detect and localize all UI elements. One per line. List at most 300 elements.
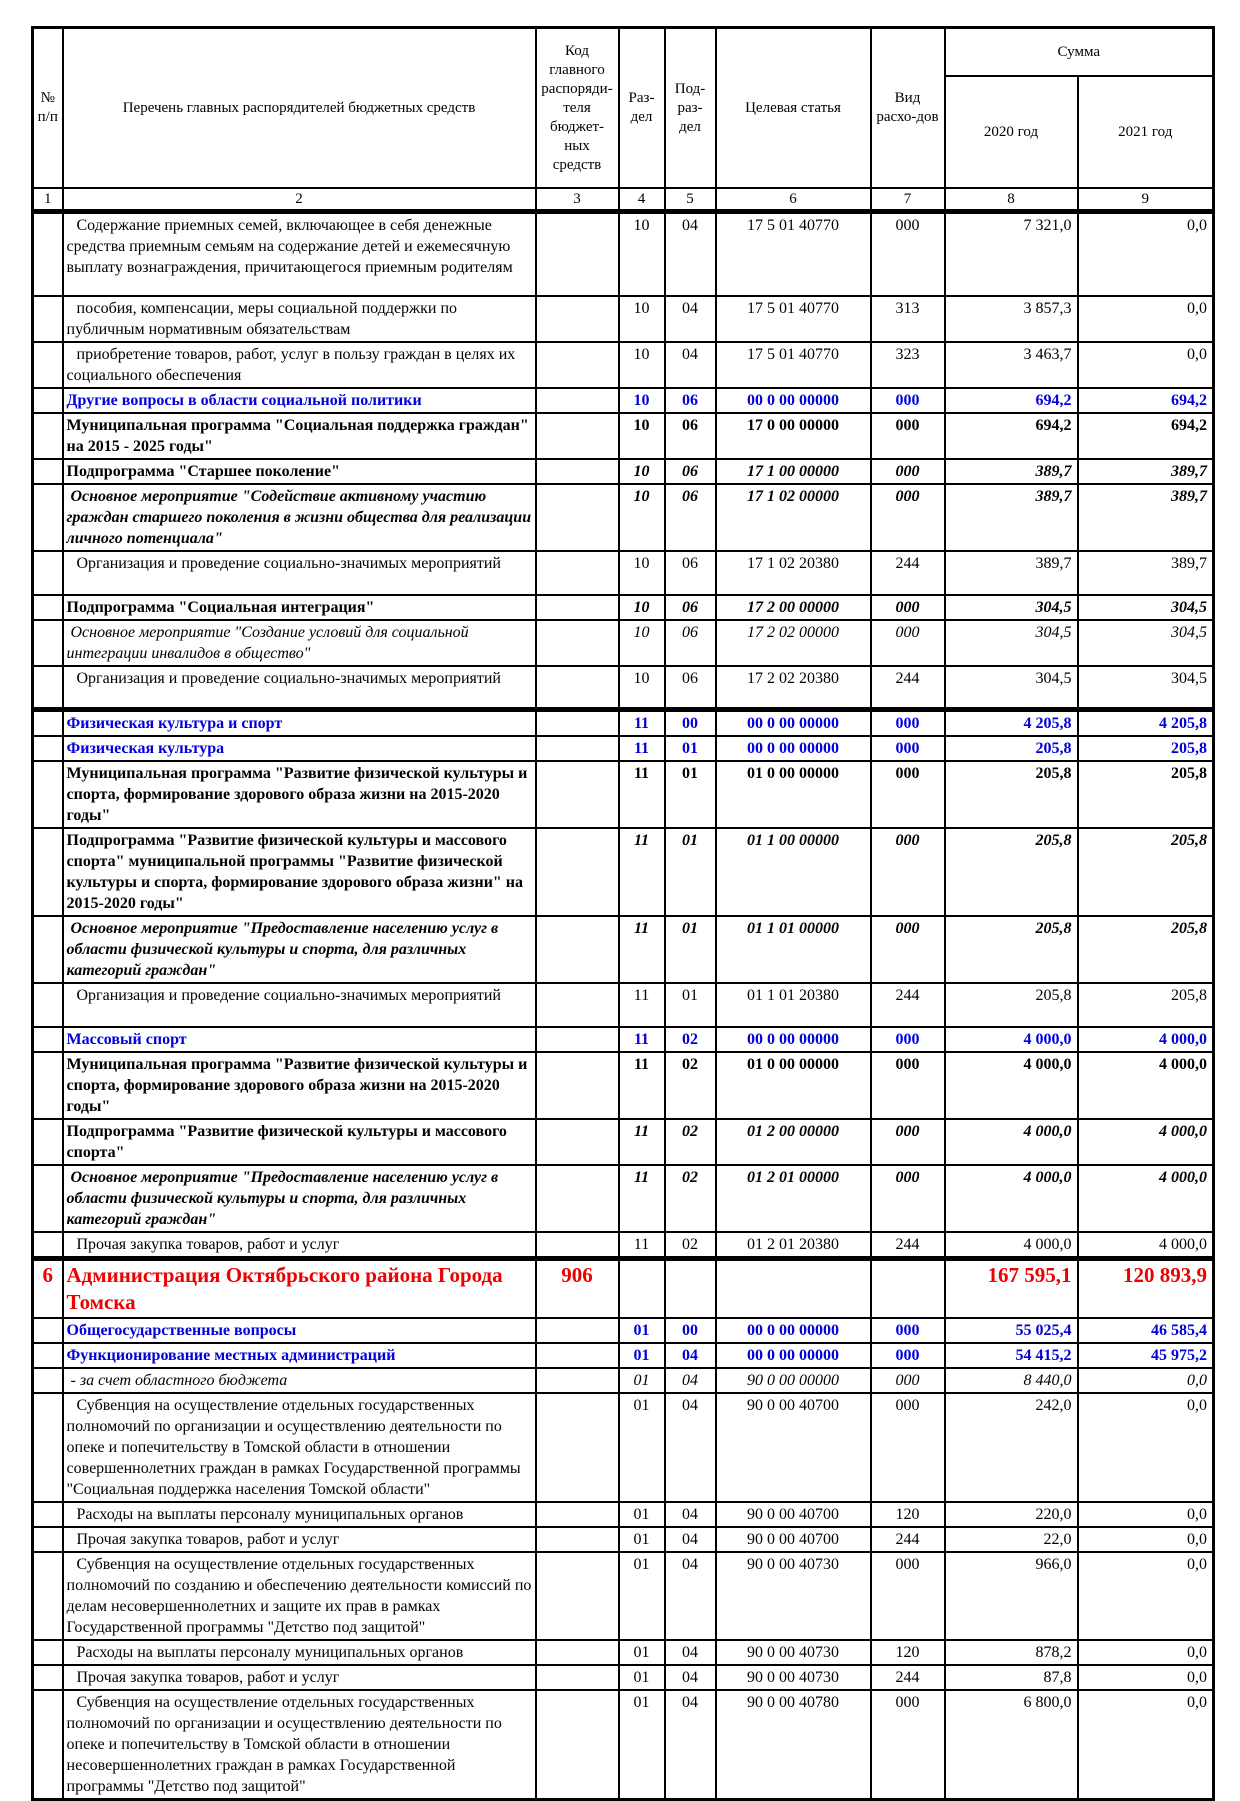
header-target: Целевая статья xyxy=(716,28,871,189)
cell-target-article: 01 2 00 00000 xyxy=(716,1119,871,1165)
cell-vid-rashodov: 000 xyxy=(871,1119,945,1165)
cell-target-article: 90 0 00 40730 xyxy=(716,1640,871,1665)
table-row xyxy=(33,1368,1214,1393)
cell-vid-rashodov xyxy=(871,1259,945,1319)
table-row xyxy=(33,1552,1214,1640)
table-row xyxy=(33,1232,1214,1259)
cell-name: Муниципальная программа "Развитие физической культуры и спорта, формирование здорового образа жизни на 2015-2020 годы" xyxy=(63,761,536,828)
header-year-2020: 2020 год xyxy=(945,76,1078,188)
cell-sum-2020: 4 000,0 xyxy=(945,1165,1078,1232)
column-number-6: 6 xyxy=(716,188,871,212)
cell-row-number xyxy=(33,1165,63,1232)
cell-podrazdel: 02 xyxy=(665,1027,716,1052)
cell-podrazdel: 04 xyxy=(665,1690,716,1800)
cell-sum-2020: 87,8 xyxy=(945,1665,1078,1690)
cell-name: Организация и проведение социально-значимых мероприятий xyxy=(63,983,536,1027)
cell-row-number xyxy=(33,388,63,413)
cell-name: Муниципальная программа "Социальная поддержка граждан" на 2015 - 2025 годы" xyxy=(63,413,536,459)
cell-row-number xyxy=(33,1665,63,1690)
cell-sum-2020: 389,7 xyxy=(945,484,1078,551)
cell-vid-rashodov: 000 xyxy=(871,1552,945,1640)
cell-vid-rashodov: 000 xyxy=(871,1690,945,1800)
cell-vid-rashodov: 000 xyxy=(871,916,945,983)
cell-code xyxy=(536,296,619,342)
header-name: Перечень главных распорядителей бюджетных средств xyxy=(63,28,536,189)
cell-target-article: 17 1 02 00000 xyxy=(716,484,871,551)
cell-razdel: 10 xyxy=(619,296,665,342)
cell-vid-rashodov: 000 xyxy=(871,1318,945,1343)
cell-name: Основное мероприятие "Предоставление населению услуг в области физической культуры и спорта, для различных категорий граждан" xyxy=(63,1165,536,1232)
column-number-3: 3 xyxy=(536,188,619,212)
cell-code xyxy=(536,1552,619,1640)
cell-podrazdel: 04 xyxy=(665,1368,716,1393)
table-row xyxy=(33,710,1214,737)
cell-sum-2020: 205,8 xyxy=(945,761,1078,828)
cell-target-article: 00 0 00 00000 xyxy=(716,710,871,737)
table-row xyxy=(33,1027,1214,1052)
cell-target-article: 90 0 00 40730 xyxy=(716,1665,871,1690)
cell-row-number xyxy=(33,666,63,710)
cell-vid-rashodov: 000 xyxy=(871,1368,945,1393)
cell-vid-rashodov: 000 xyxy=(871,1393,945,1502)
cell-podrazdel: 01 xyxy=(665,828,716,916)
cell-code xyxy=(536,1318,619,1343)
cell-vid-rashodov: 120 xyxy=(871,1502,945,1527)
cell-target-article: 01 2 01 20380 xyxy=(716,1232,871,1259)
cell-sum-2021: 389,7 xyxy=(1078,484,1214,551)
cell-target-article: 17 1 02 20380 xyxy=(716,551,871,595)
cell-sum-2021: 0,0 xyxy=(1078,1552,1214,1640)
cell-razdel: 11 xyxy=(619,761,665,828)
table-row xyxy=(33,388,1214,413)
cell-target-article: 17 2 02 00000 xyxy=(716,620,871,666)
cell-razdel: 10 xyxy=(619,342,665,388)
cell-row-number xyxy=(33,1318,63,1343)
cell-vid-rashodov: 244 xyxy=(871,551,945,595)
table-row xyxy=(33,1318,1214,1343)
cell-row-number xyxy=(33,710,63,737)
table-row xyxy=(33,1119,1214,1165)
cell-row-number xyxy=(33,1343,63,1368)
cell-target-article: 01 1 00 00000 xyxy=(716,828,871,916)
cell-name: приобретение товаров, работ, услуг в пользу граждан в целях их социального обеспечения xyxy=(63,342,536,388)
table-row xyxy=(33,459,1214,484)
cell-podrazdel: 00 xyxy=(665,710,716,737)
cell-sum-2020: 205,8 xyxy=(945,983,1078,1027)
cell-razdel: 11 xyxy=(619,983,665,1027)
table-row xyxy=(33,1343,1214,1368)
cell-sum-2021: 205,8 xyxy=(1078,736,1214,761)
cell-sum-2021: 205,8 xyxy=(1078,761,1214,828)
cell-sum-2021: 4 000,0 xyxy=(1078,1027,1214,1052)
table-row xyxy=(33,342,1214,388)
table-row xyxy=(33,1259,1214,1319)
cell-target-article: 90 0 00 40730 xyxy=(716,1552,871,1640)
cell-code: 906 xyxy=(536,1259,619,1319)
cell-name: Прочая закупка товаров, работ и услуг xyxy=(63,1665,536,1690)
cell-target-article: 90 0 00 00000 xyxy=(716,1368,871,1393)
cell-row-number xyxy=(33,983,63,1027)
cell-sum-2021: 4 205,8 xyxy=(1078,710,1214,737)
cell-sum-2021: 4 000,0 xyxy=(1078,1232,1214,1259)
cell-razdel: 10 xyxy=(619,413,665,459)
cell-name: Подпрограмма "Развитие физической культуры и массового спорта" муниципальной программы "Развитие физической культуры и спорта, формирование здорового образа жизни" на 2015-2020 годы" xyxy=(63,828,536,916)
table-row xyxy=(33,1527,1214,1552)
cell-code xyxy=(536,761,619,828)
cell-podrazdel: 01 xyxy=(665,916,716,983)
cell-target-article: 17 2 02 20380 xyxy=(716,666,871,710)
table-row xyxy=(33,296,1214,342)
cell-vid-rashodov: 000 xyxy=(871,1343,945,1368)
cell-vid-rashodov: 313 xyxy=(871,296,945,342)
budget-table xyxy=(31,26,1215,1801)
cell-vid-rashodov: 000 xyxy=(871,1165,945,1232)
cell-sum-2020: 167 595,1 xyxy=(945,1259,1078,1319)
cell-sum-2021: 304,5 xyxy=(1078,620,1214,666)
header-year-2021: 2021 год xyxy=(1078,76,1214,188)
cell-sum-2020: 6 800,0 xyxy=(945,1690,1078,1800)
cell-razdel: 11 xyxy=(619,828,665,916)
cell-podrazdel: 06 xyxy=(665,620,716,666)
cell-razdel: 11 xyxy=(619,1052,665,1119)
cell-name: Прочая закупка товаров, работ и услуг xyxy=(63,1232,536,1259)
cell-target-article: 01 2 01 00000 xyxy=(716,1165,871,1232)
cell-name: - за счет областного бюджета xyxy=(63,1368,536,1393)
cell-row-number xyxy=(33,413,63,459)
cell-name: Субвенция на осуществление отдельных государственных полномочий по организации и осуществлению деятельности по опеке и попечительству в Томской области в отношении несовершеннолетних граждан в рамках Государственной программы "Детство под защитой" xyxy=(63,1690,536,1800)
cell-podrazdel: 04 xyxy=(665,1527,716,1552)
cell-sum-2021: 0,0 xyxy=(1078,1527,1214,1552)
cell-sum-2021: 205,8 xyxy=(1078,983,1214,1027)
cell-target-article: 00 0 00 00000 xyxy=(716,388,871,413)
header-code: Код главного распоряди-теля бюджет-ных средств xyxy=(536,28,619,189)
cell-sum-2020: 220,0 xyxy=(945,1502,1078,1527)
cell-sum-2021: 0,0 xyxy=(1078,1640,1214,1665)
table-row xyxy=(33,761,1214,828)
cell-razdel: 11 xyxy=(619,736,665,761)
cell-razdel: 11 xyxy=(619,1165,665,1232)
cell-sum-2021: 46 585,4 xyxy=(1078,1318,1214,1343)
cell-target-article: 01 0 00 00000 xyxy=(716,1052,871,1119)
cell-name: Основное мероприятие "Предоставление населению услуг в области физической культуры и спорта, для различных категорий граждан" xyxy=(63,916,536,983)
cell-razdel: 10 xyxy=(619,484,665,551)
cell-sum-2021: 4 000,0 xyxy=(1078,1119,1214,1165)
cell-target-article: 90 0 00 40780 xyxy=(716,1690,871,1800)
cell-sum-2020: 4 000,0 xyxy=(945,1232,1078,1259)
cell-sum-2021: 0,0 xyxy=(1078,1690,1214,1800)
cell-code xyxy=(536,1690,619,1800)
cell-target-article xyxy=(716,1259,871,1319)
cell-target-article: 90 0 00 40700 xyxy=(716,1502,871,1527)
cell-razdel: 01 xyxy=(619,1502,665,1527)
cell-podrazdel: 06 xyxy=(665,413,716,459)
cell-row-number xyxy=(33,459,63,484)
cell-row-number xyxy=(33,620,63,666)
cell-code xyxy=(536,342,619,388)
column-number-2: 2 xyxy=(63,188,536,212)
cell-razdel: 01 xyxy=(619,1690,665,1800)
cell-razdel: 10 xyxy=(619,666,665,710)
cell-name: Прочая закупка товаров, работ и услуг xyxy=(63,1527,536,1552)
cell-code xyxy=(536,1119,619,1165)
table-row xyxy=(33,1665,1214,1690)
cell-row-number xyxy=(33,1502,63,1527)
cell-target-article: 01 1 01 20380 xyxy=(716,983,871,1027)
cell-row-number xyxy=(33,761,63,828)
cell-row-number xyxy=(33,1552,63,1640)
cell-code xyxy=(536,1502,619,1527)
cell-name: Содержание приемных семей, включающее в себя денежные средства приемным семьям на содержание детей и ежемесячную выплату вознаграждения, причитающегося приемным родителям xyxy=(63,212,536,296)
cell-name: Основное мероприятие "Создание условий для социальной интеграции инвалидов в общество" xyxy=(63,620,536,666)
cell-name: Подпрограмма "Социальная интеграция" xyxy=(63,595,536,620)
cell-row-number xyxy=(33,1232,63,1259)
table-row xyxy=(33,551,1214,595)
cell-razdel: 10 xyxy=(619,620,665,666)
table-row xyxy=(33,828,1214,916)
cell-razdel: 11 xyxy=(619,710,665,737)
cell-podrazdel: 04 xyxy=(665,342,716,388)
cell-name: Муниципальная программа "Развитие физической культуры и спорта, формирование здорового образа жизни на 2015-2020 годы" xyxy=(63,1052,536,1119)
cell-sum-2020: 694,2 xyxy=(945,413,1078,459)
cell-razdel: 10 xyxy=(619,388,665,413)
cell-code xyxy=(536,736,619,761)
cell-code xyxy=(536,983,619,1027)
cell-code xyxy=(536,484,619,551)
cell-row-number xyxy=(33,212,63,296)
cell-podrazdel: 04 xyxy=(665,212,716,296)
cell-row-number xyxy=(33,736,63,761)
cell-sum-2021: 694,2 xyxy=(1078,388,1214,413)
cell-target-article: 90 0 00 40700 xyxy=(716,1393,871,1502)
table-row xyxy=(33,595,1214,620)
cell-razdel: 10 xyxy=(619,212,665,296)
cell-podrazdel xyxy=(665,1259,716,1319)
cell-code xyxy=(536,459,619,484)
cell-sum-2021: 0,0 xyxy=(1078,1393,1214,1502)
cell-name: Организация и проведение социально-значимых мероприятий xyxy=(63,666,536,710)
cell-sum-2020: 242,0 xyxy=(945,1393,1078,1502)
cell-name: Субвенция на осуществление отдельных государственных полномочий по созданию и обеспечению деятельности комиссий по делам несовершеннолетних и защите их прав в рамках Государственной программы "Детство под защитой" xyxy=(63,1552,536,1640)
cell-sum-2020: 304,5 xyxy=(945,620,1078,666)
cell-sum-2021: 4 000,0 xyxy=(1078,1052,1214,1119)
table-row xyxy=(33,484,1214,551)
cell-name: Физическая культура и спорт xyxy=(63,710,536,737)
table-header xyxy=(33,28,1214,212)
cell-row-number xyxy=(33,1119,63,1165)
cell-target-article: 90 0 00 40700 xyxy=(716,1527,871,1552)
cell-code xyxy=(536,1343,619,1368)
cell-target-article: 01 1 01 00000 xyxy=(716,916,871,983)
header-vid: Вид расхо-дов xyxy=(871,28,945,189)
cell-podrazdel: 02 xyxy=(665,1165,716,1232)
cell-sum-2021: 389,7 xyxy=(1078,551,1214,595)
cell-sum-2021: 45 975,2 xyxy=(1078,1343,1214,1368)
cell-target-article: 17 1 00 00000 xyxy=(716,459,871,484)
cell-vid-rashodov: 000 xyxy=(871,459,945,484)
cell-sum-2021: 0,0 xyxy=(1078,342,1214,388)
cell-sum-2020: 3 857,3 xyxy=(945,296,1078,342)
cell-target-article: 01 0 00 00000 xyxy=(716,761,871,828)
cell-podrazdel: 06 xyxy=(665,595,716,620)
cell-code xyxy=(536,413,619,459)
cell-podrazdel: 04 xyxy=(665,1640,716,1665)
cell-target-article: 00 0 00 00000 xyxy=(716,736,871,761)
cell-vid-rashodov: 000 xyxy=(871,761,945,828)
cell-podrazdel: 06 xyxy=(665,459,716,484)
cell-row-number xyxy=(33,342,63,388)
table-row xyxy=(33,1393,1214,1502)
cell-podrazdel: 01 xyxy=(665,761,716,828)
cell-row-number xyxy=(33,1690,63,1800)
cell-name: Субвенция на осуществление отдельных государственных полномочий по организации и осуществлению деятельности по опеке и попечительству в Томской области в отношении совершеннолетних граждан в рамках Государственной программы "Социальная поддержка населения Томской области" xyxy=(63,1393,536,1502)
cell-target-article: 17 5 01 40770 xyxy=(716,212,871,296)
cell-razdel: 01 xyxy=(619,1343,665,1368)
cell-razdel: 01 xyxy=(619,1665,665,1690)
cell-vid-rashodov: 000 xyxy=(871,388,945,413)
cell-name: Расходы на выплаты персоналу муниципальных органов xyxy=(63,1640,536,1665)
column-number-9: 9 xyxy=(1078,188,1214,212)
cell-target-article: 00 0 00 00000 xyxy=(716,1027,871,1052)
cell-razdel xyxy=(619,1259,665,1319)
cell-sum-2021: 304,5 xyxy=(1078,595,1214,620)
table-row xyxy=(33,736,1214,761)
cell-code xyxy=(536,1368,619,1393)
cell-name: Функционирование местных администраций xyxy=(63,1343,536,1368)
cell-sum-2021: 120 893,9 xyxy=(1078,1259,1214,1319)
cell-code xyxy=(536,1027,619,1052)
cell-name: Другие вопросы в области социальной политики xyxy=(63,388,536,413)
cell-sum-2020: 4 000,0 xyxy=(945,1027,1078,1052)
cell-row-number xyxy=(33,595,63,620)
cell-sum-2020: 205,8 xyxy=(945,916,1078,983)
cell-vid-rashodov: 000 xyxy=(871,710,945,737)
cell-sum-2020: 304,5 xyxy=(945,666,1078,710)
cell-vid-rashodov: 244 xyxy=(871,1232,945,1259)
cell-sum-2020: 389,7 xyxy=(945,551,1078,595)
cell-razdel: 10 xyxy=(619,595,665,620)
cell-sum-2020: 54 415,2 xyxy=(945,1343,1078,1368)
cell-podrazdel: 04 xyxy=(665,1393,716,1502)
cell-code xyxy=(536,1052,619,1119)
cell-sum-2021: 4 000,0 xyxy=(1078,1165,1214,1232)
column-number-4: 4 xyxy=(619,188,665,212)
cell-sum-2021: 0,0 xyxy=(1078,1665,1214,1690)
cell-target-article: 17 5 01 40770 xyxy=(716,342,871,388)
cell-row-number xyxy=(33,1052,63,1119)
table-row xyxy=(33,983,1214,1027)
cell-row-number xyxy=(33,551,63,595)
cell-podrazdel: 02 xyxy=(665,1232,716,1259)
cell-sum-2020: 4 000,0 xyxy=(945,1052,1078,1119)
cell-podrazdel: 06 xyxy=(665,388,716,413)
cell-podrazdel: 04 xyxy=(665,1665,716,1690)
cell-target-article: 17 5 01 40770 xyxy=(716,296,871,342)
cell-sum-2020: 7 321,0 xyxy=(945,212,1078,296)
cell-code xyxy=(536,666,619,710)
cell-code xyxy=(536,916,619,983)
cell-code xyxy=(536,1665,619,1690)
table-body xyxy=(33,212,1214,1800)
cell-code xyxy=(536,710,619,737)
header-num: № п/п xyxy=(33,28,63,189)
cell-razdel: 11 xyxy=(619,916,665,983)
cell-razdel: 01 xyxy=(619,1527,665,1552)
cell-target-article: 00 0 00 00000 xyxy=(716,1318,871,1343)
cell-sum-2021: 0,0 xyxy=(1078,212,1214,296)
cell-vid-rashodov: 120 xyxy=(871,1640,945,1665)
cell-vid-rashodov: 000 xyxy=(871,828,945,916)
column-number-8: 8 xyxy=(945,188,1078,212)
cell-name: Подпрограмма "Старшее поколение" xyxy=(63,459,536,484)
cell-vid-rashodov: 000 xyxy=(871,212,945,296)
cell-sum-2021: 0,0 xyxy=(1078,1368,1214,1393)
cell-vid-rashodov: 000 xyxy=(871,595,945,620)
cell-name: Массовый спорт xyxy=(63,1027,536,1052)
cell-vid-rashodov: 000 xyxy=(871,484,945,551)
cell-razdel: 01 xyxy=(619,1393,665,1502)
cell-vid-rashodov: 323 xyxy=(871,342,945,388)
cell-target-article: 17 2 00 00000 xyxy=(716,595,871,620)
cell-podrazdel: 04 xyxy=(665,1552,716,1640)
cell-podrazdel: 04 xyxy=(665,296,716,342)
table-row xyxy=(33,1052,1214,1119)
column-number-row xyxy=(33,188,1214,212)
cell-row-number xyxy=(33,828,63,916)
table-row xyxy=(33,212,1214,296)
cell-vid-rashodov: 000 xyxy=(871,1052,945,1119)
cell-vid-rashodov: 000 xyxy=(871,1027,945,1052)
cell-podrazdel: 06 xyxy=(665,551,716,595)
cell-razdel: 01 xyxy=(619,1552,665,1640)
cell-row-number xyxy=(33,1027,63,1052)
table-row xyxy=(33,916,1214,983)
table-row xyxy=(33,1690,1214,1800)
cell-sum-2020: 389,7 xyxy=(945,459,1078,484)
table-row xyxy=(33,1640,1214,1665)
table-row xyxy=(33,413,1214,459)
column-number-1: 1 xyxy=(33,188,63,212)
cell-sum-2020: 205,8 xyxy=(945,736,1078,761)
cell-row-number xyxy=(33,916,63,983)
cell-vid-rashodov: 244 xyxy=(871,1665,945,1690)
cell-name: Организация и проведение социально-значимых мероприятий xyxy=(63,551,536,595)
cell-row-number xyxy=(33,296,63,342)
cell-row-number xyxy=(33,1368,63,1393)
table-row xyxy=(33,1502,1214,1527)
cell-row-number xyxy=(33,484,63,551)
cell-sum-2020: 8 440,0 xyxy=(945,1368,1078,1393)
header-razdel: Раз-дел xyxy=(619,28,665,189)
cell-sum-2020: 55 025,4 xyxy=(945,1318,1078,1343)
table-row xyxy=(33,1165,1214,1232)
cell-sum-2020: 3 463,7 xyxy=(945,342,1078,388)
cell-podrazdel: 04 xyxy=(665,1343,716,1368)
cell-row-number xyxy=(33,1393,63,1502)
cell-razdel: 10 xyxy=(619,551,665,595)
cell-sum-2020: 966,0 xyxy=(945,1552,1078,1640)
header-podrazdel: Под-раз-дел xyxy=(665,28,716,189)
cell-vid-rashodov: 244 xyxy=(871,666,945,710)
cell-code xyxy=(536,1232,619,1259)
cell-sum-2021: 389,7 xyxy=(1078,459,1214,484)
cell-sum-2020: 304,5 xyxy=(945,595,1078,620)
cell-code xyxy=(536,551,619,595)
cell-sum-2021: 694,2 xyxy=(1078,413,1214,459)
cell-row-number xyxy=(33,1640,63,1665)
cell-code xyxy=(536,1640,619,1665)
cell-podrazdel: 01 xyxy=(665,983,716,1027)
cell-podrazdel: 06 xyxy=(665,484,716,551)
